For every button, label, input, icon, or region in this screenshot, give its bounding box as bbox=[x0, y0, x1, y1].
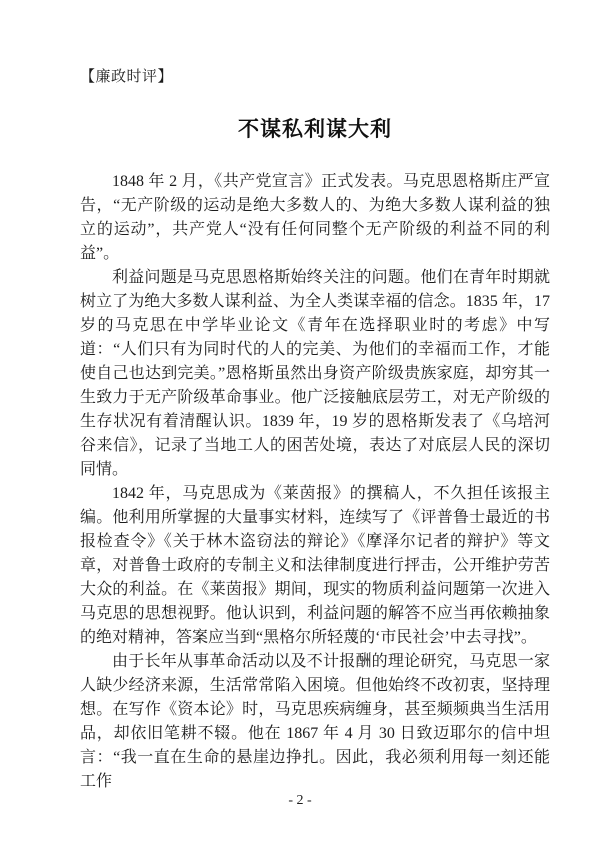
paragraph-4: 由于长年从事革命活动以及不计报酬的理论研究，马克思一家人缺少经济来源，生活常常陷入困境。但他始终不改初衷，坚持理想。在写作《资本论》时，马克思疾病缠身，甚至频频典当生活用品，却依旧笔耕不辍。他在 1867 年 4 月 30 日致迈耶尔的信中坦言：“我一直在生命的悬崖边挣扎。因此，我必须利用每一刻还能工作 bbox=[80, 653, 550, 790]
page-number: - 2 - bbox=[288, 793, 312, 808]
paragraph-2: 利益问题是马克思恩格斯始终关注的问题。他们在青年时期就树立了为绝大多数人谋利益、为全人类谋幸福的信念。1835 年，17 岁的马克思在中学毕业论文《青年在选择职业时的考虑》中写道：“人们只有为同时代的人的完美、为他们的幸福而工作，才能使自己也达到完美。”恩格斯虽然出身资产阶级贵族家庭，却穷其一生致力于无产阶级革命事业。他广泛接触底层劳工，对无产阶级的生存状况有着清醒认识。1839 年，19 岁的恩格斯发表了《乌培河谷来信》，记录了当地工人的困苦处境，表达了对底层人民的深切同情。 bbox=[80, 269, 550, 478]
paragraph-3: 1842 年，马克思成为《莱茵报》的撰稿人，不久担任该报主编。他利用所掌握的大量事实材料，连续写了《评普鲁士最近的书报检查令》《关于林木盗窃法的辩论》《摩泽尔记者的辩护》等文章，对普鲁士政府的专制主义和法律制度进行抨击，公开维护劳苦大众的利益。在《莱茵报》期间，现实的物质利益问题第一次进入马克思的思想视野。他认识到，利益问题的解答不应当再依赖抽象的绝对精神，答案应当到“黑格尔所轻蔑的‘市民社会’中去寻找”。 bbox=[80, 485, 550, 646]
paragraph-1: 1848 年 2 月，《共产党宣言》正式发表。马克思恩格斯庄严宣告，“无产阶级的运动是绝大多数人的、为绝大多数人谋利益的独立的运动”，共产党人“没有任何同整个无产阶级的利益不同的利益”。 bbox=[80, 173, 550, 262]
article-title: 不谋私利谋大利 bbox=[238, 117, 392, 141]
article-body bbox=[80, 170, 550, 794]
column-header: 【廉政时评】 bbox=[80, 69, 174, 85]
